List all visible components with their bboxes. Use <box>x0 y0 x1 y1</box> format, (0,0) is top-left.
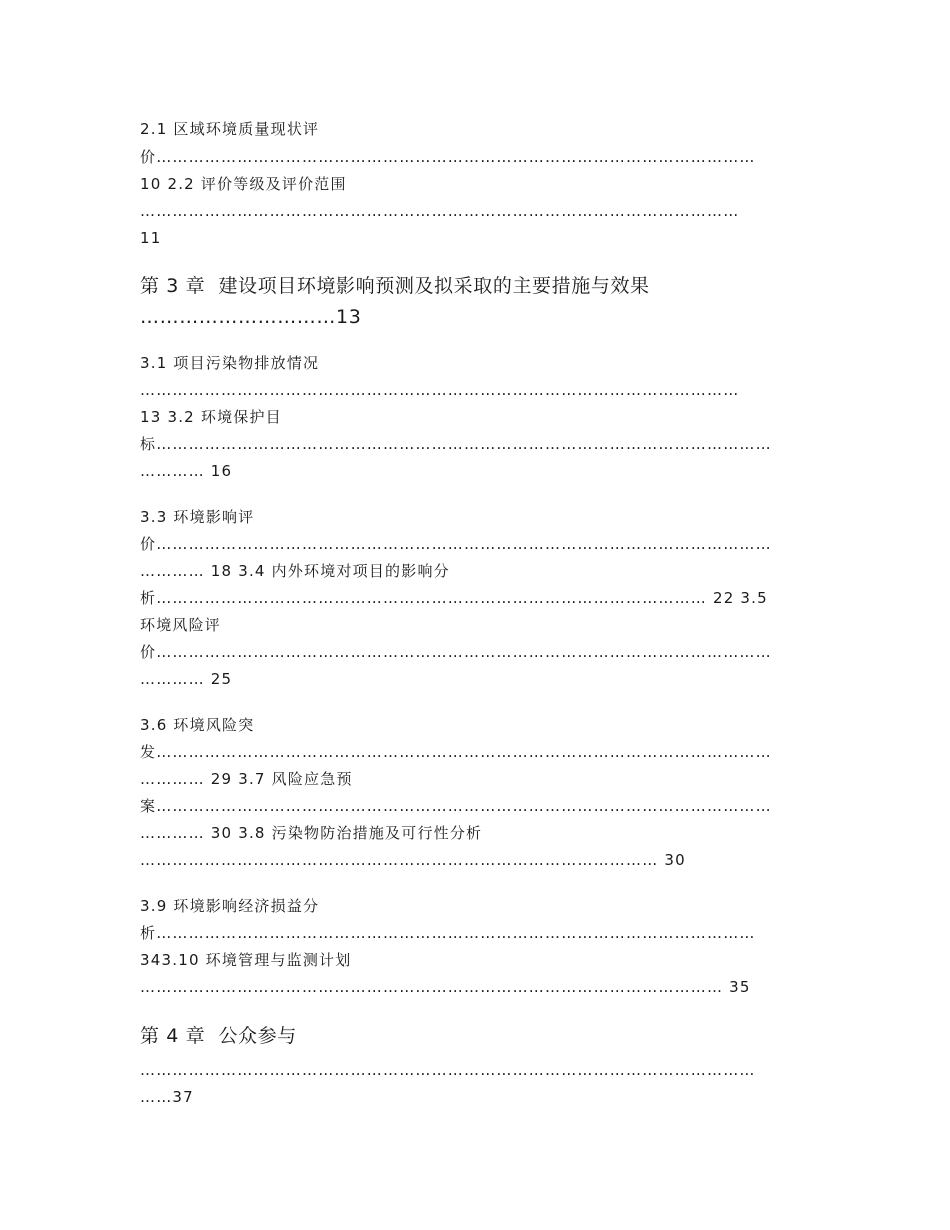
toc-line-3-7: ………… 29 3.7 风险应急预 <box>140 770 353 788</box>
toc-line-3-2-page: ………… 16 <box>140 462 233 480</box>
toc-line-3-1: 3.1 项目污染物排放情况 <box>140 354 320 372</box>
toc-line-3-9-dots: 析………………………………………………………………………………………………… <box>140 924 756 942</box>
toc-line-3-2-dots: 标…………………………………………………………………………………………………… <box>140 435 772 453</box>
toc-line-3-4: ………… 18 3.4 内外环境对项目的影响分 <box>140 562 450 580</box>
toc-line-3-9: 3.9 环境影响经济损益分 <box>140 897 320 915</box>
toc-line-3-6-dots: 发…………………………………………………………………………………………………… <box>140 743 772 761</box>
toc-line-3-3-dots: 价…………………………………………………………………………………………………… <box>140 535 772 553</box>
toc-chapter-4-page: ……37 <box>140 1088 194 1106</box>
toc-chapter-4-dots: …………………………………………………………………………………………………… <box>140 1061 756 1079</box>
toc-chapter-3-title: 第 3 章 建设项目环境影响预测及拟采取的主要措施与效果 <box>140 275 650 297</box>
toc-line-3-4-dots: 析………………………………………………………………………………………… 22 3.5 <box>140 589 768 607</box>
toc-chapter-3-page: …………………………13 <box>140 306 362 328</box>
toc-line-3-5-page: ………… 25 <box>140 670 233 688</box>
toc-line-2-1-dots: 价………………………………………………………………………………………………… <box>140 148 756 166</box>
toc-line-3-10: 343.10 环境管理与监测计划 <box>140 951 352 969</box>
toc-chapter-4-title: 第 4 章 公众参与 <box>140 1025 297 1047</box>
toc-line-3-7-dots: 案…………………………………………………………………………………………………… <box>140 797 772 815</box>
toc-line-3-10-dots: ……………………………………………………………………………………………… 35 <box>140 978 751 996</box>
toc-line-3-8: ………… 30 3.8 污染物防治措施及可行性分析 <box>140 824 483 842</box>
toc-line-3-6: 3.6 环境风险突 <box>140 716 255 734</box>
toc-line-3-3: 3.3 环境影响评 <box>140 508 255 526</box>
toc-line-3-5-dots: 价…………………………………………………………………………………………………… <box>140 643 772 661</box>
toc-line-3-5: 环境风险评 <box>140 616 222 634</box>
toc-line-2-2-page: 11 <box>140 229 162 247</box>
toc-line-2-2-dots: ………………………………………………………………………………………………… <box>140 202 740 220</box>
toc-line-3-8-dots: …………………………………………………………………………………… 30 <box>140 851 686 869</box>
toc-line-2-2: 10 2.2 评价等级及评价范围 <box>140 175 347 193</box>
toc-line-3-1-dots: ………………………………………………………………………………………………… <box>140 381 740 399</box>
toc-line-3-2: 13 3.2 环境保护目 <box>140 408 282 426</box>
toc-line-2-1: 2.1 区域环境质量现状评 <box>140 120 320 138</box>
